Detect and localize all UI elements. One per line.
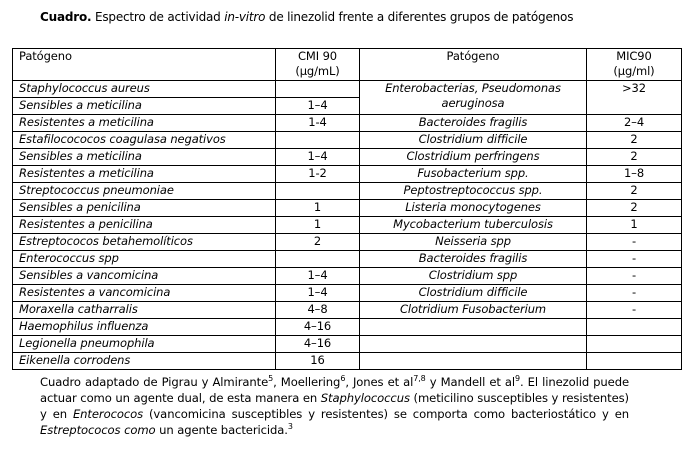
right-pathogen-cell: Peptostreptococcus spp. — [360, 183, 587, 200]
right-pathogen-cell: Neisseria spp — [360, 234, 587, 251]
left-pathogen-cell: Staphylococcus aureus — [13, 81, 276, 98]
footnote-text: , Moellering — [273, 375, 341, 389]
right-pathogen-cell: Clotridium Fusobacterium — [360, 302, 587, 319]
spectrum-table — [12, 48, 682, 370]
right-pathogen-cell — [360, 319, 587, 336]
left-pathogen-cell: Resistentes a vancomicina — [13, 285, 276, 302]
caption-italic: in-vitro — [224, 10, 266, 24]
cmi90-value-cell: 1-2 — [276, 166, 360, 183]
header-cmi90 — [276, 49, 360, 81]
table-row — [13, 319, 682, 336]
ref-superscript: 6 — [340, 374, 346, 384]
table-row — [13, 166, 682, 183]
footnote-text: un agente bactericida. — [155, 423, 288, 437]
table-row — [13, 268, 682, 285]
footnote-italic: Staphylococcus — [320, 391, 410, 405]
left-pathogen-cell: Sensibles a vancomicina — [13, 268, 276, 285]
right-pathogen-cell: Listeria monocytogenes — [360, 200, 587, 217]
right-pathogen-cell — [360, 336, 587, 353]
mic90-value-cell: - — [587, 285, 682, 302]
table-footnote — [40, 374, 629, 438]
left-pathogen-cell: Resistentes a meticilina — [13, 115, 276, 132]
mic90-value-cell — [587, 319, 682, 336]
footnote-italic: Estreptococos como — [40, 423, 156, 437]
left-pathogen-cell: Sensibles a meticilina — [13, 149, 276, 166]
table-row — [13, 183, 682, 200]
table-row — [13, 285, 682, 302]
left-pathogen-cell: Enterococcus spp — [13, 251, 276, 268]
cmi90-value-cell: 4–16 — [276, 319, 360, 336]
footnote-text: , Jones et al — [345, 375, 414, 389]
left-pathogen-cell: Resistentes a meticilina — [13, 166, 276, 183]
header-cmi90-line1: CMI 90 — [297, 49, 338, 63]
footnote-text: . El linezolid puede actuar como un agente dual, de esta manera en — [40, 375, 630, 405]
cmi90-value-cell: 1 — [276, 200, 360, 217]
right-pathogen-cell: Clostridium spp — [360, 268, 587, 285]
right-pathogen-cell: Bacteroides fragilis — [360, 115, 587, 132]
header-mic90-unit: (µg/ml) — [613, 64, 655, 78]
header-pathogen-right: Patógeno — [360, 49, 587, 81]
mic90-value-cell — [587, 336, 682, 353]
right-pathogen-cell: Bacteroides fragilis — [360, 251, 587, 268]
table-row — [13, 149, 682, 166]
header-pathogen-left: Patógeno — [13, 49, 276, 81]
ref-superscript: 9 — [515, 374, 521, 384]
left-pathogen-cell: Estreptococos betahemolíticos — [13, 234, 276, 251]
left-pathogen-cell: Sensibles a meticilina — [13, 98, 276, 115]
mic90-value-cell: 2–4 — [587, 115, 682, 132]
mic90-value-cell: 1–8 — [587, 166, 682, 183]
header-mic90-line1: MIC90 — [616, 49, 652, 63]
table-body — [13, 81, 682, 370]
header-cmi90-unit: (µg/mL) — [295, 64, 340, 78]
right-pathogen-cell: Clostridium perfringens — [360, 149, 587, 166]
cmi90-value-cell: 16 — [276, 353, 360, 370]
caption-text: Espectro de actividad — [91, 10, 225, 24]
header-mic90 — [587, 49, 682, 81]
mic90-value-cell: - — [587, 251, 682, 268]
footnote-text: (meticilino susceptibles y resistentes) y en — [40, 391, 629, 421]
header-row — [13, 49, 682, 81]
right-pathogen-cell: Mycobacterium tuberculosis — [360, 217, 587, 234]
mic90-value-cell: - — [587, 234, 682, 251]
table-row — [13, 234, 682, 251]
table-row — [13, 353, 682, 370]
cmi90-value-cell: 1 — [276, 217, 360, 234]
cmi90-value-cell — [276, 81, 360, 98]
left-pathogen-cell: Legionella pneumophila — [13, 336, 276, 353]
mic90-value-cell: 2 — [587, 149, 682, 166]
footnote-italic: Enterococos — [72, 407, 144, 421]
table-row — [13, 115, 682, 132]
cmi90-value-cell: 1–4 — [276, 268, 360, 285]
table-row — [13, 302, 682, 319]
ref-superscript: 5 — [268, 374, 274, 384]
mic90-value-cell: >32 — [587, 81, 682, 115]
cmi90-value-cell — [276, 183, 360, 200]
table-caption — [40, 9, 640, 25]
mic90-value-cell — [587, 353, 682, 370]
footnote-text: Cuadro adaptado de Pigrau y Almirante — [40, 375, 269, 389]
cmi90-value-cell: 4–8 — [276, 302, 360, 319]
right-pathogen-cell: Fusobacterium spp. — [360, 166, 587, 183]
right-pathogen-cell: Clostridium difficile — [360, 132, 587, 149]
mic90-value-cell: 2 — [587, 132, 682, 149]
table-row — [13, 251, 682, 268]
table-row — [13, 217, 682, 234]
cmi90-value-cell: 1–4 — [276, 149, 360, 166]
cmi90-value-cell: 1-4 — [276, 115, 360, 132]
left-pathogen-cell: Moraxella catharralis — [13, 302, 276, 319]
right-pathogen-cell: Clostridium difficile — [360, 285, 587, 302]
caption-text-end: de linezolid frente a diferentes grupos de patógenos — [265, 10, 574, 24]
left-pathogen-cell: Estafilocococos coagulasa negativos — [13, 132, 276, 149]
mic90-value-cell: 1 — [587, 217, 682, 234]
cmi90-value-cell: 4–16 — [276, 336, 360, 353]
left-pathogen-cell: Haemophilus influenza — [13, 319, 276, 336]
cmi90-value-cell: 2 — [276, 234, 360, 251]
mic90-value-cell: 2 — [587, 200, 682, 217]
left-pathogen-cell: Eikenella corrodens — [13, 353, 276, 370]
table-row — [13, 81, 682, 98]
right-pathogen-cell — [360, 353, 587, 370]
cmi90-value-cell: 1–4 — [276, 285, 360, 302]
right-pathogen-cell: Enterobacterias, Pseudomonas aeruginosa — [360, 81, 587, 115]
table-row — [13, 132, 682, 149]
footnote-text: y Mandell et al — [425, 375, 516, 389]
mic90-value-cell: - — [587, 302, 682, 319]
mic90-value-cell: 2 — [587, 183, 682, 200]
cmi90-value-cell — [276, 251, 360, 268]
table-row — [13, 336, 682, 353]
cmi90-value-cell — [276, 132, 360, 149]
footnote-text: (vancomicina susceptibles y resistentes) se comporta como bacteriostático y en — [143, 407, 629, 421]
ref-superscript: 7,8 — [413, 374, 426, 384]
table-row — [13, 200, 682, 217]
left-pathogen-cell: Streptococcus pneumoniae — [13, 183, 276, 200]
left-pathogen-cell: Resistentes a penicilina — [13, 217, 276, 234]
ref-superscript: 3 — [287, 422, 293, 432]
cmi90-value-cell: 1–4 — [276, 98, 360, 115]
left-pathogen-cell: Sensibles a penicilina — [13, 200, 276, 217]
mic90-value-cell: - — [587, 268, 682, 285]
caption-label: Cuadro. — [40, 10, 92, 24]
